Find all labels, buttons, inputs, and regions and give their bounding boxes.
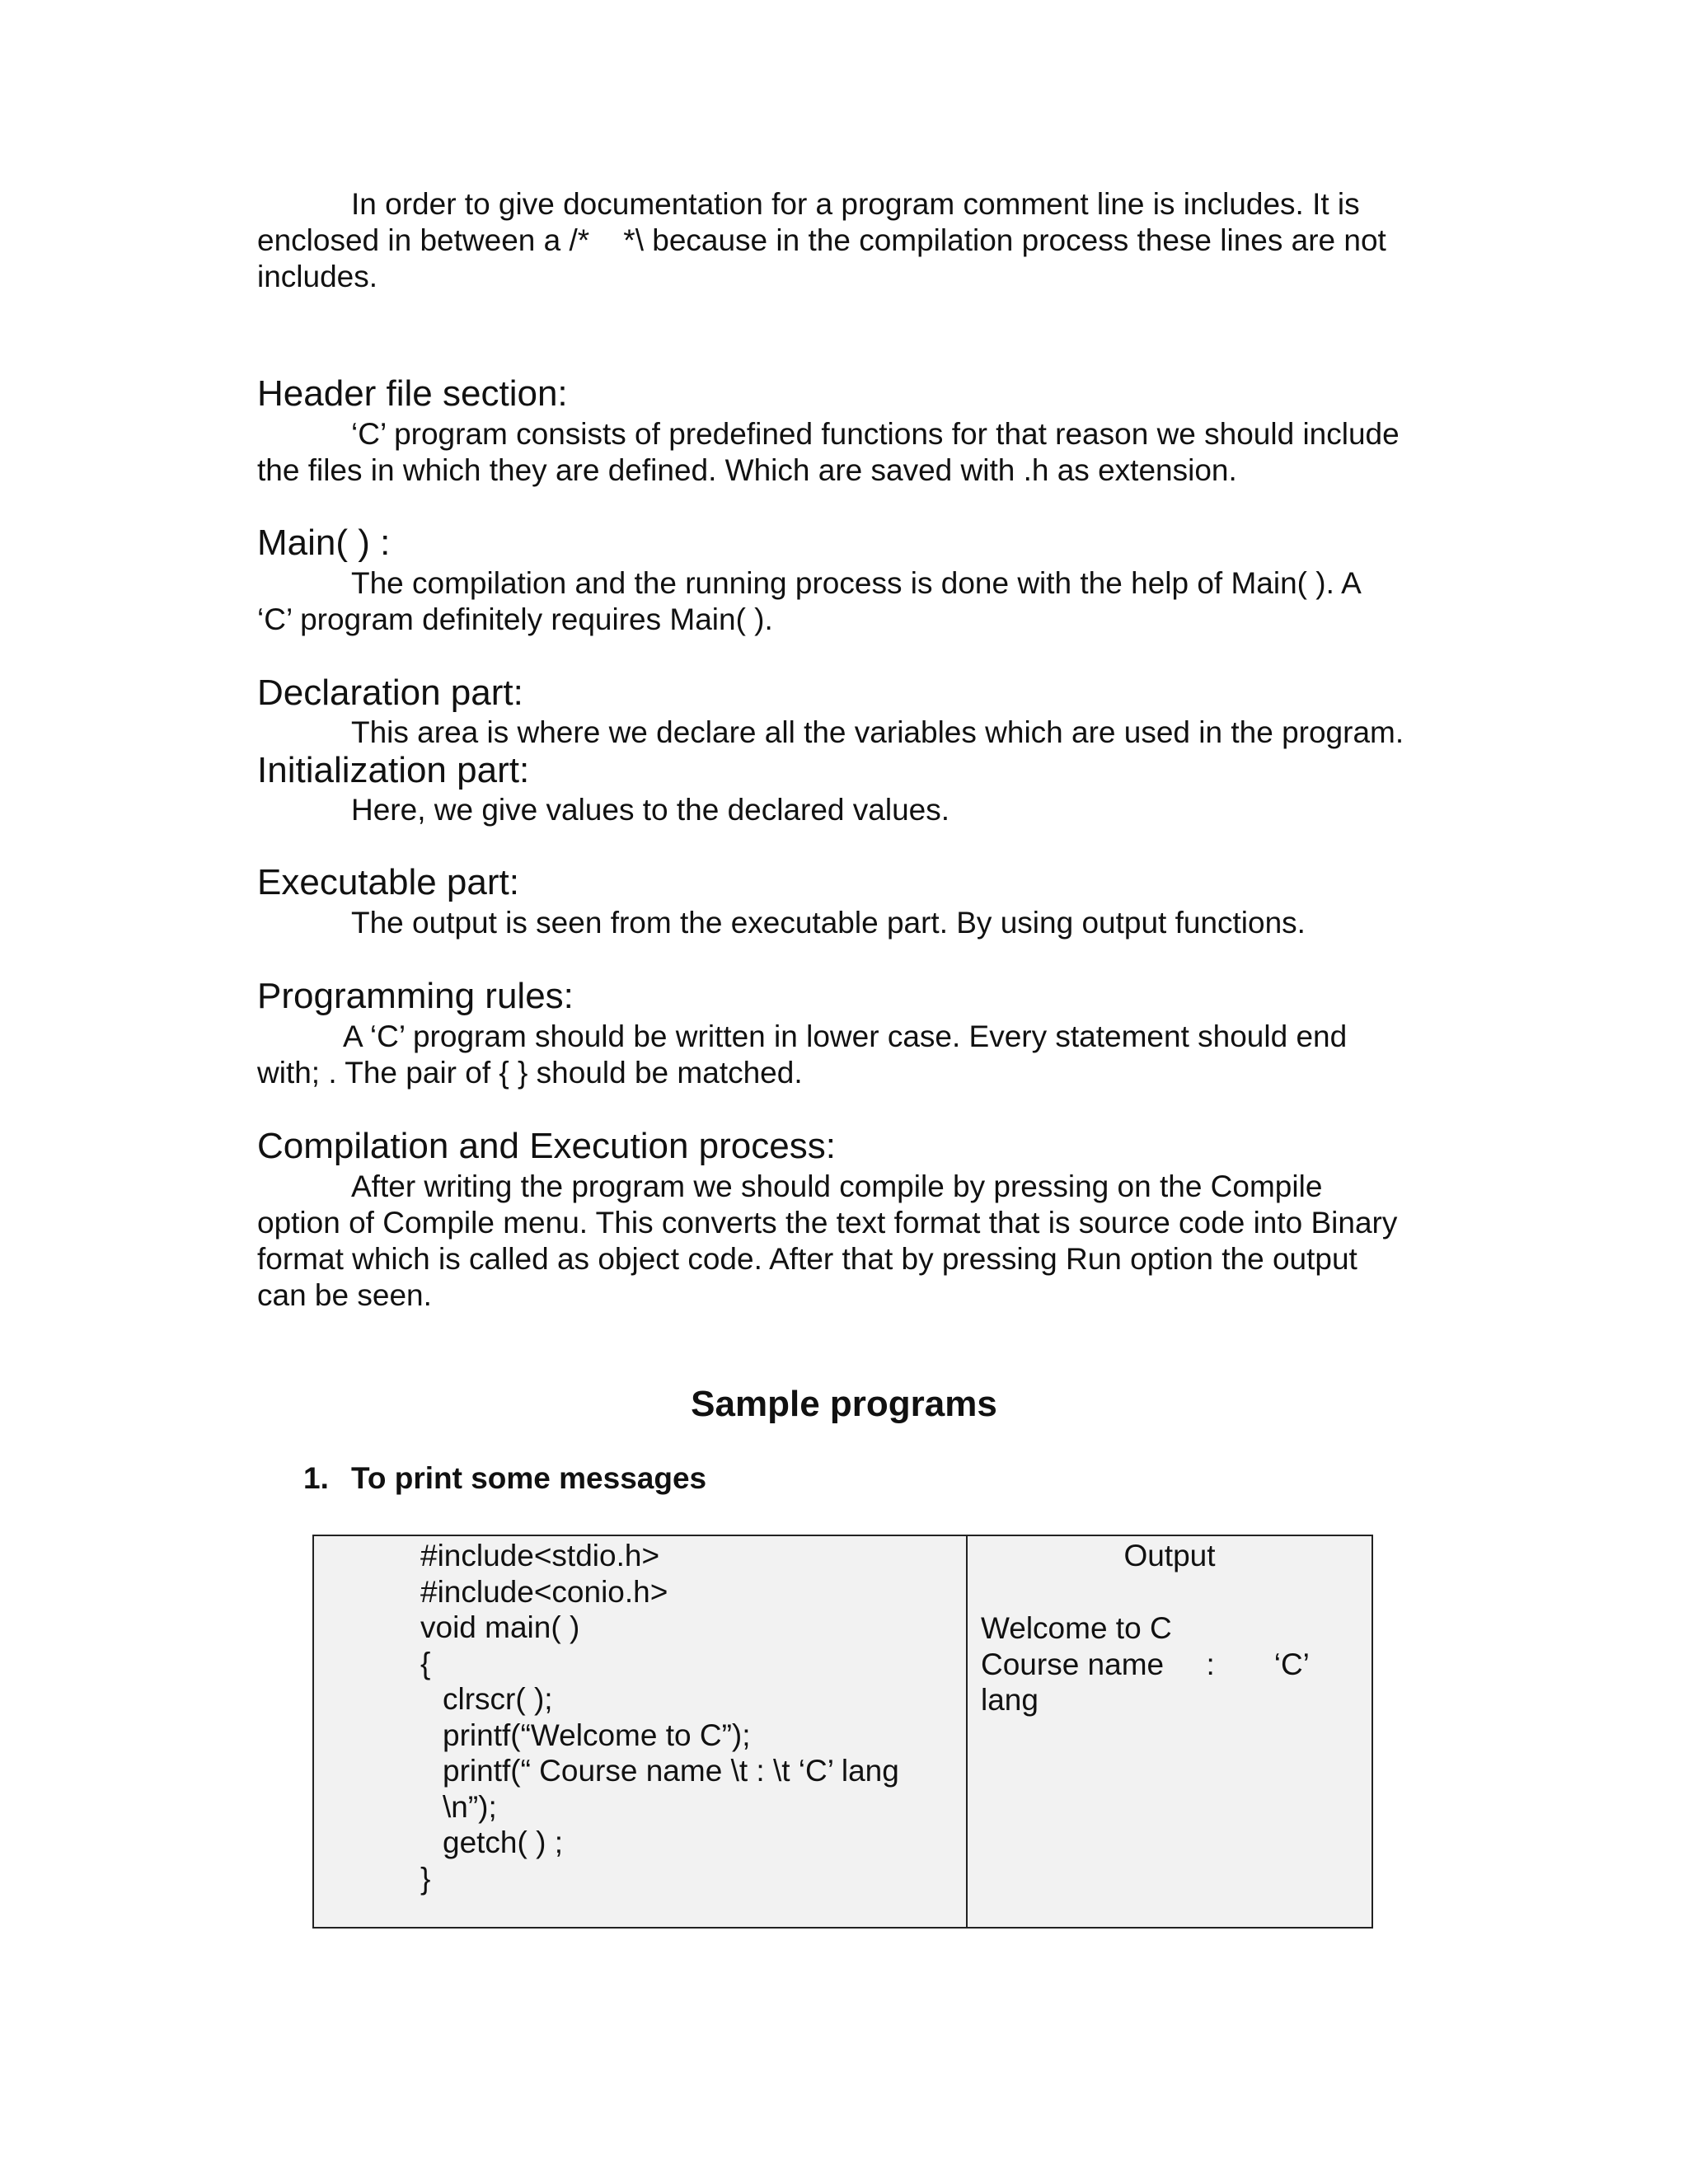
- header-file-paragraph: [257, 416, 1441, 489]
- list-item: [303, 1460, 706, 1497]
- code-line: #include<conio.h>: [420, 1574, 668, 1609]
- paragraph-line: option of Compile menu. This converts the text format that is source code into Binary: [257, 1206, 1398, 1240]
- heading-main: Main( ) :: [257, 523, 391, 563]
- paragraph-line: Here, we give values to the declared values.: [351, 793, 950, 827]
- code-line: void main( ): [420, 1610, 580, 1644]
- list-item-title: To print some messages: [351, 1461, 707, 1495]
- sample-programs-title: Sample programs: [691, 1384, 997, 1424]
- code-line: clrscr( );: [443, 1682, 553, 1716]
- code-line: \n”);: [443, 1789, 497, 1824]
- paragraph-line: ‘C’ program definitely requires Main( ).: [257, 602, 773, 636]
- list-item-number: 1.: [303, 1461, 329, 1495]
- main-paragraph: [257, 565, 1441, 638]
- code-line: getch( ) ;: [443, 1825, 563, 1859]
- paragraph-line: can be seen.: [257, 1278, 432, 1312]
- paragraph-line: This area is where we declare all the variables which are used in the program.: [351, 715, 1404, 749]
- heading-initialization-part: Initialization part:: [257, 750, 530, 790]
- declaration-paragraph: [257, 715, 1441, 751]
- heading-executable-part: Executable part:: [257, 862, 519, 902]
- code-line: {: [420, 1646, 431, 1680]
- executable-paragraph: [257, 905, 1441, 941]
- code-line: printf(“ Course name \t : \t ‘C’ lang: [443, 1754, 899, 1788]
- paragraph-line: the files in which they are defined. Which are saved with .h as extension.: [257, 453, 1237, 487]
- paragraph-line: with; . The pair of { } should be matched.: [257, 1056, 803, 1090]
- paragraph-line: A ‘C’ program should be written in lower case. Every statement should end: [343, 1019, 1348, 1053]
- initialization-paragraph: [257, 792, 1441, 828]
- heading-declaration-part: Declaration part:: [257, 673, 523, 713]
- heading-header-file-section: Header file section:: [257, 373, 568, 414]
- compilation-paragraph: [257, 1169, 1441, 1314]
- code-line: #include<stdio.h>: [420, 1539, 660, 1572]
- output-line: Course name : ‘C’: [981, 1647, 1310, 1681]
- heading-programming-rules: Programming rules:: [257, 976, 574, 1016]
- paragraph-line: format which is called as object code. After that by pressing Run option the output: [257, 1242, 1357, 1276]
- programming-rules-paragraph: [257, 1019, 1441, 1091]
- intro-line: includes.: [257, 260, 378, 293]
- output-line: lang: [981, 1683, 1039, 1717]
- code-line: printf(“Welcome to C”);: [443, 1718, 751, 1752]
- paragraph-line: ‘C’ program consists of predefined functions for that reason we should include: [351, 417, 1400, 451]
- intro-line: In order to give documentation for a program comment line is includes. It is: [351, 187, 1360, 221]
- paragraph-line: The compilation and the running process is done with the help of Main( ). A: [351, 566, 1362, 600]
- code-cell: [314, 1536, 968, 1927]
- intro-paragraph: [257, 186, 1441, 295]
- code-line: }: [420, 1861, 431, 1896]
- paragraph-line: The output is seen from the executable part. By using output functions.: [351, 906, 1306, 940]
- output-line: Welcome to C: [981, 1611, 1172, 1645]
- output-title: Output: [1123, 1539, 1216, 1572]
- heading-compilation-execution: Compilation and Execution process:: [257, 1126, 836, 1166]
- program-table: [312, 1535, 1373, 1929]
- paragraph-line: After writing the program we should compile by pressing on the Compile: [351, 1169, 1323, 1203]
- code-block: [420, 1538, 899, 1896]
- output-cell: [968, 1536, 1372, 1927]
- output-block: [981, 1610, 1310, 1718]
- intro-line: enclosed in between a /* *\ because in the compilation process these lines are not: [257, 223, 1386, 257]
